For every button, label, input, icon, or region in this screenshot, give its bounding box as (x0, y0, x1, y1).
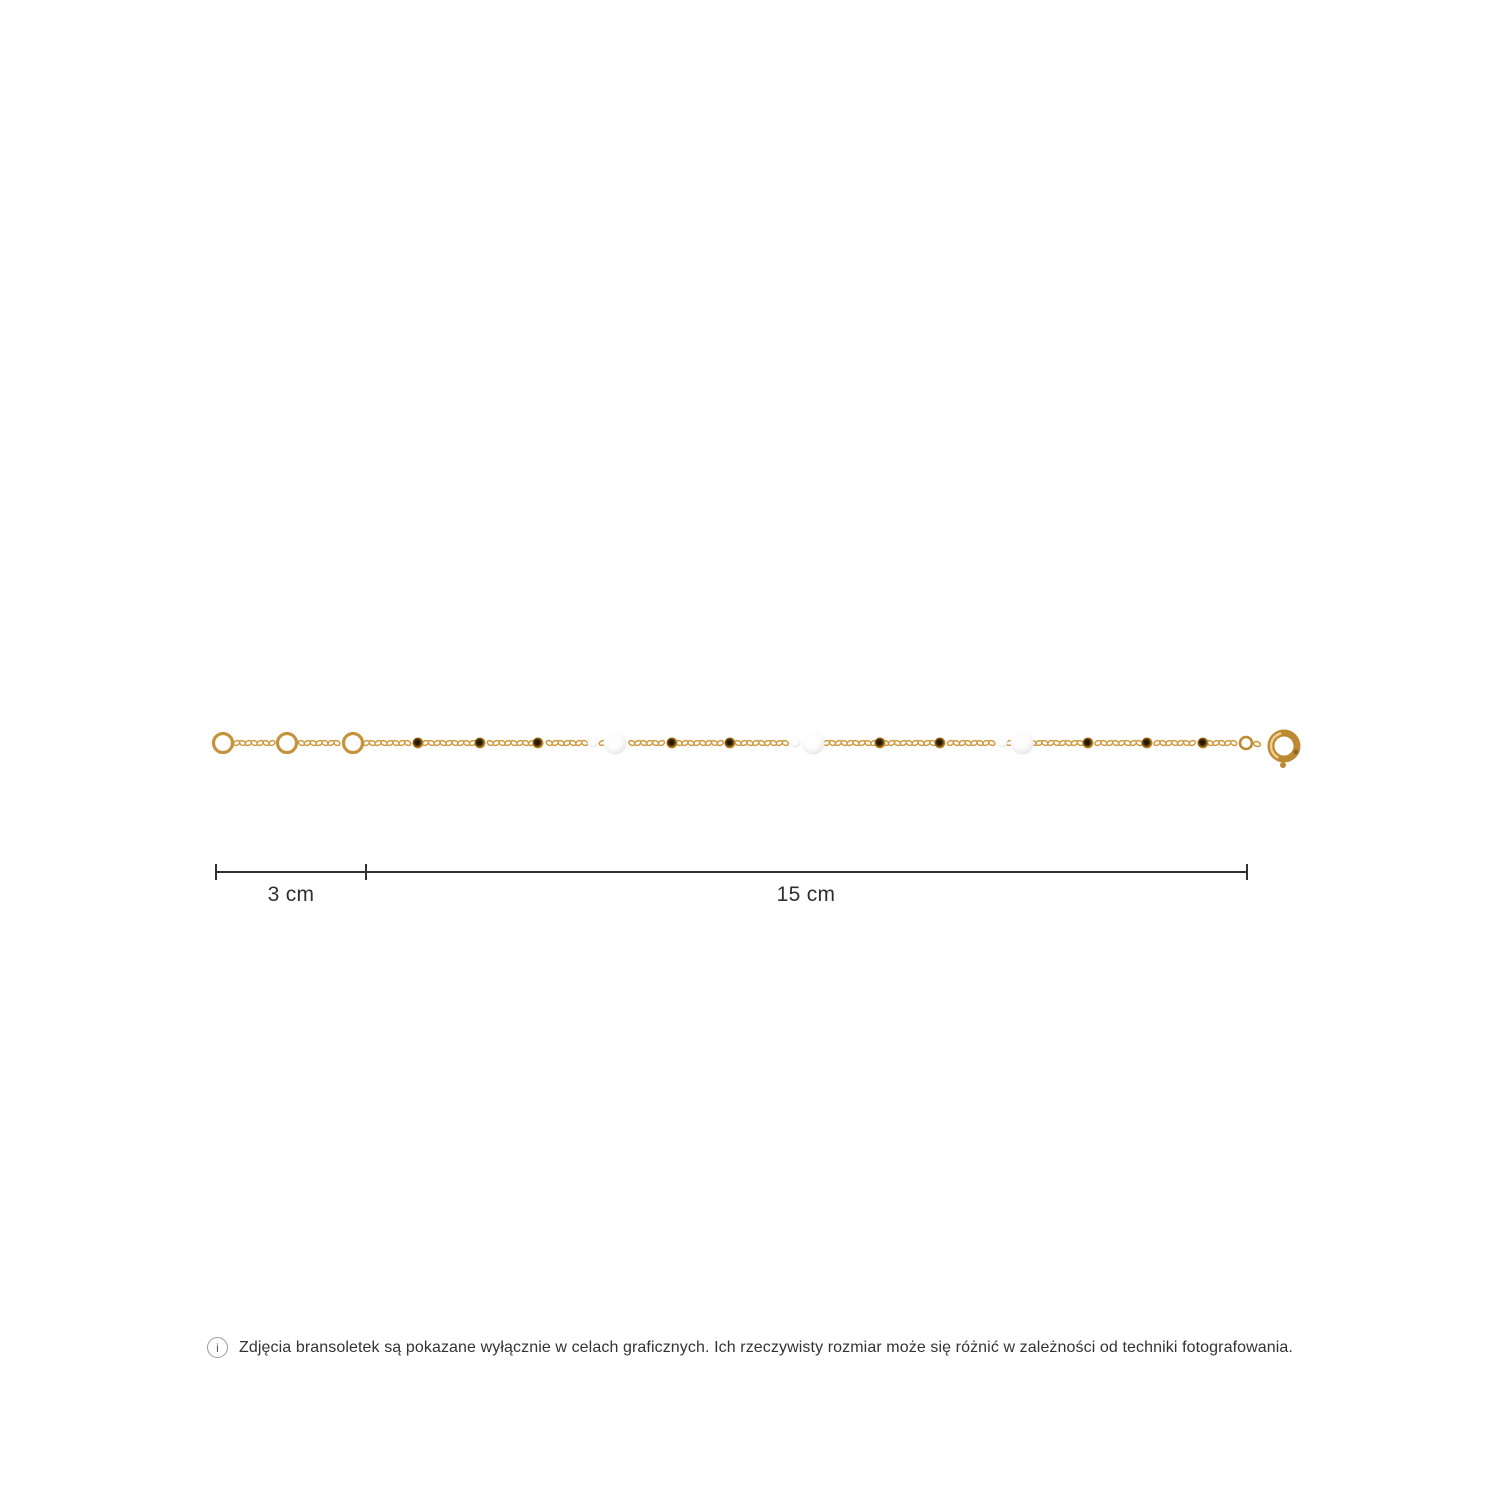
scale-tick (1246, 864, 1248, 880)
extension-ring (344, 734, 363, 753)
pearl-small (997, 737, 1008, 748)
gold-bead (667, 738, 678, 749)
gold-bead (1083, 738, 1094, 749)
pearl-small (790, 737, 801, 748)
pearl-large (604, 732, 627, 755)
gold-bead (725, 738, 736, 749)
extension-ring (278, 734, 297, 753)
info-icon: i (207, 1337, 228, 1358)
pearl-large (1011, 732, 1034, 755)
gold-bead (875, 738, 886, 749)
chain (233, 740, 1238, 747)
scale-tick (215, 864, 217, 880)
gold-bead (935, 738, 946, 749)
gold-bead (1142, 738, 1153, 749)
spring-ring-clasp (1240, 733, 1298, 768)
pearl-small (588, 737, 599, 748)
gold-bead (475, 738, 486, 749)
pearl-large (802, 732, 825, 755)
gold-bead (533, 738, 544, 749)
disclaimer-text: Zdjęcia bransoletek są pokazane wyłącznie w celach graficznych. Ich rzeczywisty rozmiar może się różnić w zależności od techniki fotografowania. (239, 1338, 1293, 1356)
disclaimer (0, 1337, 1500, 1358)
scale-tick (365, 864, 367, 880)
gold-bead (1198, 738, 1209, 749)
gold-bead (413, 738, 424, 749)
scale-label-3cm: 3 cm (267, 883, 315, 906)
scale-line (216, 871, 1247, 873)
extension-ring (214, 734, 233, 753)
scale-label-15cm: 15 cm (776, 883, 836, 906)
